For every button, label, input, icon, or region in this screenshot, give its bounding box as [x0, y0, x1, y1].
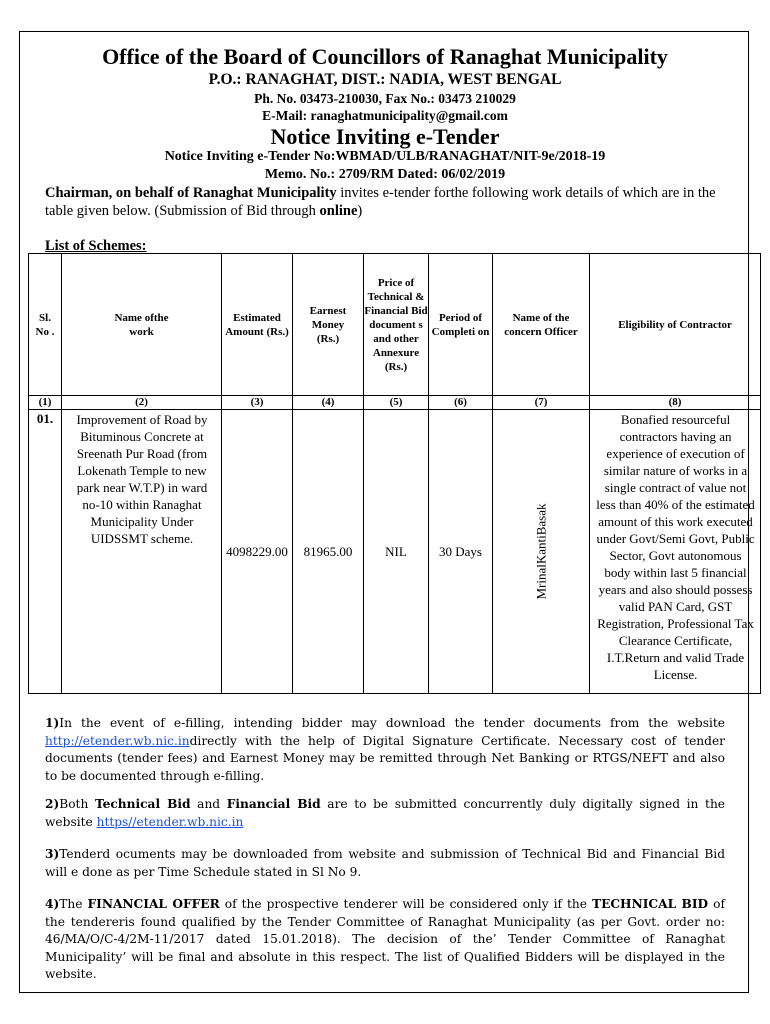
row-period: 30 Days — [429, 410, 493, 694]
row-work: Improvement of Road by Bituminous Concrete at Sreenath Pur Road (from Lokenath Temple to new park near W.T.P) in ward no-10 within Ranaghat Municipality Under UIDSSMT scheme. — [62, 410, 222, 694]
list-heading: List of Schemes: — [45, 238, 147, 254]
header-estimated: Estimated Amount (Rs.) — [222, 254, 293, 396]
col-number: (4) — [293, 396, 364, 410]
p1-text-a: In the event of e-filling, intending bidder may download the tender documents from the website — [59, 716, 725, 730]
col-number: (3) — [222, 396, 293, 410]
paragraph-2 — [45, 796, 725, 831]
office-phone: Ph. No. 03473-210030, Fax No.: 03473 210029 — [254, 91, 516, 106]
intro-online: online — [319, 202, 358, 219]
row-officer: MrinalKantiBasak — [533, 503, 549, 600]
schemes-table-wrap — [28, 253, 761, 694]
p4-number: 4) — [45, 897, 60, 911]
office-email: E-Mail: ranaghatmunicipality@gmail.com — [262, 108, 508, 123]
p4-technical-bid: TECHNICAL BID — [592, 897, 709, 911]
p1-number: 1) — [45, 716, 60, 730]
header-officer: Name of the concern Officer — [493, 254, 590, 396]
p2-text-a: Both — [59, 797, 95, 811]
intro-text: invites e-tender forthe following work details of which are in the table given below. (Submission of Bid through — [45, 185, 716, 219]
p3-number: 3) — [45, 847, 60, 861]
p2-technical: Technical Bid — [94, 797, 191, 811]
row-estimated: 4098229.00 — [222, 410, 293, 694]
p4-text-b: of the prospective tenderer will be considered only if the — [219, 897, 592, 911]
intro-paragraph — [45, 185, 735, 220]
etender-link-2[interactable]: https//etender.wb.nic.in — [96, 814, 244, 829]
tender-number: Notice Inviting e-Tender No:WBMAD/ULB/RANAGHAT/NIT-9e/2018-19 — [164, 149, 606, 164]
table-number-row — [29, 396, 761, 410]
intro-end: ) — [357, 202, 363, 219]
p2-and: and — [190, 797, 227, 811]
p4-financial-offer: FINANCIAL OFFER — [87, 897, 220, 911]
header-price: Price of Technical & Financial Bid document s and other Annexure (Rs.) — [364, 254, 429, 396]
header-sl: Sl. No . — [29, 254, 62, 396]
col-number: (6) — [429, 396, 493, 410]
row-officer-cell — [493, 410, 590, 694]
p3-text: Tenderd ocuments may be downloaded from website and submission of Technical Bid and Financial Bid will e done as per Time Schedule stated in Sl No 9. — [45, 847, 725, 879]
table-header-row — [29, 254, 761, 396]
intro-bold: Chairman, on behalf of Ranaghat Municipality — [45, 185, 337, 201]
paragraph-3 — [45, 846, 725, 881]
header-name: Name ofthe work — [62, 254, 222, 396]
col-number: (2) — [62, 396, 222, 410]
p4-text-c: of the tendereris found qualified by the Tender Committee of Ranaghat Municipality (as per Govt. order no: 46/MA/O/C-4/2M-11/2017 dated 15.01.2018). The decision of the’ Tender Committee of Ranaghat Municipality’ will be final and absolute in this respect. The list of Qualified Bidders will be displayed in the website. — [45, 897, 725, 981]
memo-number: Memo. No.: 2709/RM Dated: 06/02/2019 — [264, 167, 506, 182]
col-number: (5) — [364, 396, 429, 410]
table-row — [29, 410, 761, 694]
header-period: Period of Completi on — [429, 254, 493, 396]
header-eligibility: Eligibility of Contractor — [590, 254, 761, 396]
paragraph-4 — [45, 896, 725, 984]
col-number: (1) — [29, 396, 62, 410]
office-title: Office of the Board of Councillors of Ranaghat Municipality — [102, 44, 668, 69]
p2-text-b: are to be submitted concurrently duly digitally signed in the website — [45, 797, 726, 829]
row-earnest: 81965.00 — [293, 410, 364, 694]
col-number: (7) — [493, 396, 590, 410]
p1-text-b: directly with the help of Digital Signature Certificate. Necessary cost of tender documents (tender fees) and Earnest Money may be remitted through Net Banking or RTGS/NEFT and also to be documented through e-filling. — [45, 733, 725, 783]
row-sl: 01. — [29, 410, 62, 694]
col-number: (8) — [590, 396, 761, 410]
etender-link[interactable]: http://etender.wb.nic.in — [45, 733, 190, 748]
office-address: P.O.: RANAGHAT, DIST.: NADIA, WEST BENGAL — [208, 71, 562, 88]
row-price: NIL — [364, 410, 429, 694]
notice-title: Notice Inviting e-Tender — [270, 124, 500, 149]
paragraph-1 — [45, 715, 725, 785]
p2-number: 2) — [45, 797, 60, 811]
row-eligibility: Bonafied resourceful contractors having an experience of execution of similar nature of works in a single contract of value not less than 40% of the estimated amount of this work executed under Govt/Semi Govt, Public Sector, Govt autonomous body within last 5 financial years and also should possess valid PAN Card, GST Registration, Professional Tax Clearance Certificate, I.T.Return and valid Trade License. — [590, 410, 761, 694]
p2-financial: Financial Bid — [226, 797, 321, 811]
schemes-table — [28, 253, 761, 694]
header-earnest: Earnest Money (Rs.) — [293, 254, 364, 396]
p4-text-a: The — [59, 897, 88, 911]
